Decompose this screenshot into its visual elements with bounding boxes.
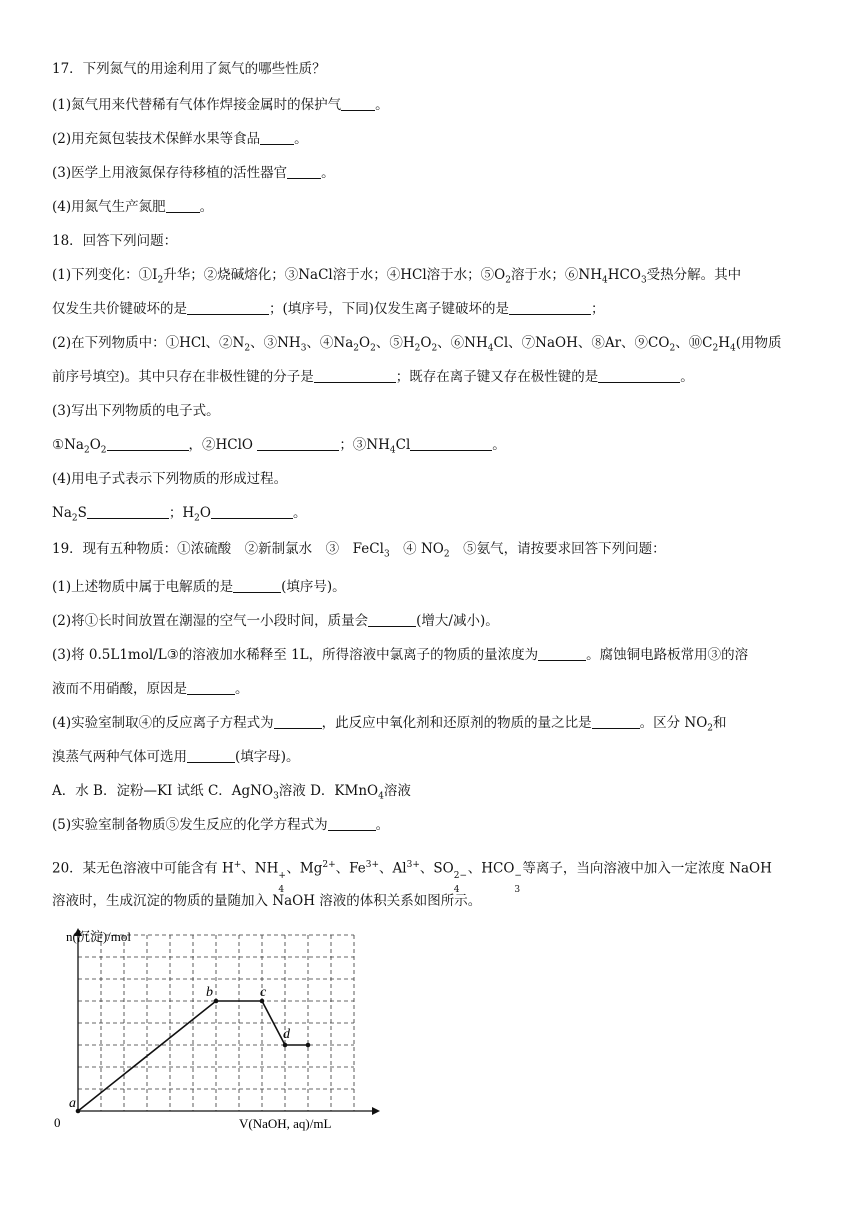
precipitate-graph: [46, 924, 386, 1139]
answer-blank[interactable]: [107, 436, 189, 451]
q18-part3-items: $①Na_2O_2$ ，②HClO ；$③NH_4Cl$ 。: [52, 437, 506, 456]
y-axis-label: n(沉淀)/mol: [66, 929, 131, 944]
answer-blank[interactable]: [592, 714, 640, 729]
answer-blank[interactable]: [368, 612, 416, 627]
answer-blank[interactable]: [260, 130, 294, 145]
q17-part2: (2)用充氮包装技术保鲜水果等食品 。: [52, 131, 308, 147]
q18-part2-cont: 前序号填空)。其中只存在非极性键的分子是 ；既存在离子键又存在极性键的是 。: [52, 369, 694, 385]
answer-blank[interactable]: [233, 578, 281, 593]
point-label: a: [69, 1096, 76, 1111]
q20-stem: 20．某无色溶液中可能含有 H+、NH + 4 、$Mg^{2+}$、$Fe^{3+}$、$Al^{3+}$、SO 2− 4 、HCO − 3 等离子，当向溶液中加入一定浓度 NaOH: [52, 860, 772, 895]
q19-part3: (3)将 0.5L1mol/L③的溶液加水稀释至 1L，所得溶液中氯离子的物质的量浓度为 。腐蚀铜电路板常用③的溶: [52, 647, 749, 663]
answer-blank[interactable]: [314, 368, 396, 383]
q18-part4-items: $Na_2S$ ；$H_2O$ 。: [52, 505, 307, 524]
q19-part4: (4)实验室制取④的反应离子方程式为 ，此反应中氧化剂和还原剂的物质的量之比是 。区分 $NO_2$和: [52, 715, 727, 734]
q18-part1: (1)下列变化：$①I_2$升华；②烧碱熔化；③NaCl溶于水；④HCl溶于水；$⑤O_2$溶于水；$⑥NH_4HCO_3$受热分解。其中: [52, 267, 742, 286]
origin-label: 0: [54, 1115, 61, 1130]
answer-blank[interactable]: [509, 300, 591, 315]
point-label: b: [206, 985, 213, 1000]
q17-part4: (4)用氮气生产氮肥 。: [52, 199, 214, 215]
q17-part3: (3)医学上用液氮保存待移植的活性器官 。: [52, 165, 335, 181]
point-label: d: [283, 1027, 290, 1042]
q18-part2: (2)在下列物质中：①HCl、$②N_2$、$③NH_3$、$④Na_2O_2$、$⑤H_2O_2$、$⑥NH_4Cl$、⑦NaOH、⑧Ar、$⑨CO_2$、$⑩C_2H_4$(用物质: [52, 335, 782, 354]
data-point: [283, 1043, 288, 1048]
q17-stem: 17．下列氮气的用途利用了氮气的哪些性质？: [52, 61, 326, 77]
q19-part1: (1)上述物质中属于电解质的是 (填序号)。: [52, 579, 346, 595]
answer-blank[interactable]: [166, 198, 200, 213]
graph-grid: [78, 935, 354, 1111]
answer-blank[interactable]: [257, 436, 339, 451]
answer-blank[interactable]: [341, 96, 375, 111]
q17-part1: (1)氮气用来代替稀有气体作焊接金属时的保护气 。: [52, 97, 389, 113]
x-axis-arrow-icon: [372, 1107, 380, 1115]
q19-part5: (5)实验室制备物质⑤发生反应的化学方程式为 。: [52, 817, 390, 833]
answer-blank[interactable]: [287, 164, 321, 179]
q18-stem: 18．回答下列问题：: [52, 233, 178, 249]
data-point: [214, 999, 219, 1004]
q18-part4: (4)用电子式表示下列物质的形成过程。: [52, 471, 288, 487]
q18-part1-cont: 仅发生共价键破坏的是 ；(填序号，下同)仅发生离子键破坏的是 ；: [52, 301, 605, 317]
answer-blank[interactable]: [410, 436, 492, 451]
graph-series: [69, 985, 310, 1113]
answer-blank[interactable]: [211, 504, 293, 519]
answer-blank[interactable]: [187, 680, 235, 695]
q18-part3: (3)写出下列物质的电子式。: [52, 403, 220, 419]
q19-part4-cont: 溴蒸气两种气体可选用 (填字母)。: [52, 749, 300, 765]
answer-blank[interactable]: [538, 646, 586, 661]
answer-blank[interactable]: [87, 504, 169, 519]
answer-blank[interactable]: [187, 300, 269, 315]
point-label: c: [260, 985, 267, 1000]
answer-blank[interactable]: [598, 368, 680, 383]
q19-part3-cont: 液而不用硝酸，原因是 。: [52, 681, 249, 697]
q19-options: A．水 B．淀粉—KI 试纸 C．AgNO$_3$溶液 D．KMnO$_4$溶液: [52, 783, 411, 802]
q19-stem: 19．现有五种物质：①浓硫酸 ②新制氯水 ③ FeCl$_3$ ④ $NO_2$ ⑤氨气，请按要求回答下列问题：: [52, 541, 666, 560]
answer-blank[interactable]: [187, 748, 235, 763]
x-axis-label: V(NaOH, aq)/mL: [239, 1116, 332, 1131]
data-point: [306, 1043, 311, 1048]
graph-axes: [74, 928, 380, 1115]
q19-part2: (2)将①长时间放置在潮湿的空气一小段时间，质量会 (增大/减小)。: [52, 613, 499, 629]
data-point: [76, 1109, 81, 1114]
answer-blank[interactable]: [328, 816, 376, 831]
q20-stem-cont: 溶液时，生成沉淀的物质的量随加入 NaOH 溶液的体积关系如图所示。: [52, 893, 482, 909]
answer-blank[interactable]: [274, 714, 322, 729]
